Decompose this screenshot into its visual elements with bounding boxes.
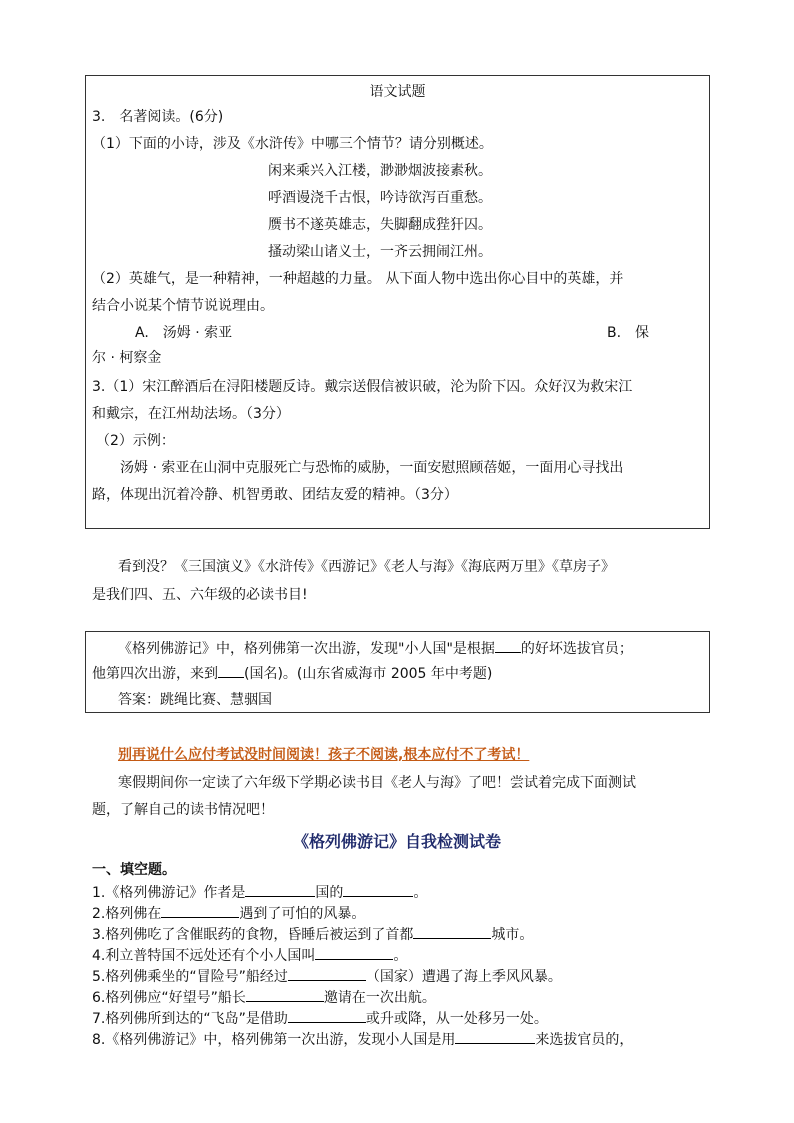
- question-6: [92, 987, 436, 1008]
- question-5-text-b: （国家）遭遇了海上季风风暴。: [365, 969, 562, 985]
- question-2: [92, 903, 365, 924]
- option-a: A. 汤姆 · 索亚: [135, 325, 233, 341]
- option-b-start: B. 保: [607, 325, 650, 341]
- box2-answer: 答案：跳绳比赛、慧骃国: [118, 692, 272, 708]
- box2-line-1: [118, 638, 633, 659]
- question-3-1-prompt: （1）下面的小诗，涉及《水浒传》中哪三个情节？请分别概述。: [92, 136, 493, 152]
- question-8-text-a: 8.《格列佛游记》中，格列佛第一次出游，发现小人国是用: [92, 1032, 456, 1048]
- question-6-text-b: 邀请在一次出航。: [323, 990, 436, 1006]
- box2-line-1-b: 的好坏选拔官员；: [520, 641, 633, 657]
- poem-line-3: 赝书不遂英雄志，失脚翻成狴犴囚。: [268, 217, 492, 233]
- option-b-end: 尔 · 柯察金: [92, 350, 162, 366]
- box2-line-2-b: (国名)。(山东省威海市 2005 年中考题): [244, 666, 493, 682]
- question-7-text-a: 7.格列佛所到达的“飞岛”是借助: [92, 1011, 288, 1027]
- box2-line-1-a: 《格列佛游记》中，格列佛第一次出游，发现"小人国"是根据: [118, 641, 495, 657]
- question-2-text-a: 2.格列佛在: [92, 906, 162, 922]
- slogan: 别再说什么应付考试没时间阅读！孩子不阅读,根本应付不了考试！: [118, 747, 530, 763]
- winter-line-2: 题，了解自己的读书情况吧！: [92, 802, 274, 818]
- question-1-text-c: 。: [413, 885, 428, 901]
- intro-line-2: 是我们四、五、六年级的必读书目!: [92, 587, 308, 603]
- question-3-text-b: 城市。: [491, 927, 534, 943]
- box2-line-2: [92, 663, 492, 684]
- question-2-text-b: 遇到了可怕的风暴。: [239, 906, 366, 922]
- exam-title: 《格列佛游记》自我检测试卷: [292, 832, 501, 851]
- blank-2: [218, 663, 244, 678]
- question-3: [92, 924, 533, 945]
- question-3-title: 3. 名著阅读。(6分): [92, 109, 224, 125]
- poem-line-2: 呼酒谩浇千古恨，吟诗欲泻百重愁。: [268, 190, 492, 206]
- question-4-text-a: 4.利立普特国不远处还有个小人国叫: [92, 948, 316, 964]
- poem-line-4: 搔动梁山诸义士，一齐云拥闹江州。: [268, 244, 492, 260]
- question-8: [92, 1029, 633, 1050]
- question-6-text-a: 6.格列佛应“好望号”船长: [92, 990, 246, 1006]
- question-4-text-b: 。: [393, 948, 408, 964]
- question-1-text-b: 国的: [315, 885, 344, 901]
- blank-q3: [413, 924, 491, 939]
- poem-line-1: 闲来乘兴入江楼，渺渺烟波接素秋。: [268, 163, 492, 179]
- section-1-heading: 一、填空题。: [92, 862, 176, 878]
- box-header: 语文试题: [369, 84, 426, 100]
- answer-2-line-2: 路，体现出沉着冷静、机智勇敢、团结友爱的精神。（3分）: [92, 487, 458, 503]
- answer-2-label: （2）示例：: [96, 433, 175, 449]
- answer-1-line-2: 和戴宗，在江州劫法场。（3分）: [92, 406, 290, 422]
- question-7: [92, 1008, 548, 1029]
- question-1: [92, 882, 427, 903]
- answer-2-line-1: 汤姆 · 索亚在山洞中克服死亡与恐怖的威胁，一面安慰照顾蓓姬，一面用心寻找出: [120, 460, 624, 476]
- question-7-text-b: 或升或降，从一处移另一处。: [365, 1011, 548, 1027]
- intro-line-1: 看到没？《三国演义》《水浒传》《西游记》《老人与海》《海底两万里》《草房子》: [118, 559, 615, 575]
- blank-1: [495, 638, 521, 653]
- blank-q6: [246, 987, 324, 1002]
- question-3-2-line-2: 结合小说某个情节说说理由。: [92, 298, 274, 314]
- blank-q2: [161, 903, 239, 918]
- box2-line-2-a: 他第四次出游，来到: [92, 666, 218, 682]
- blank-q1-author: [343, 882, 413, 897]
- answer-1-line-1: 3.（1）宋江醉酒后在浔阳楼题反诗。戴宗送假信被识破，沦为阶下囚。众好汉为救宋江: [92, 379, 633, 395]
- question-3-text-a: 3.格列佛吃了含催眠药的食物，昏睡后被运到了首都: [92, 927, 414, 943]
- question-1-text-a: 1.《格列佛游记》作者是: [92, 885, 246, 901]
- question-3-2-line-1: （2）英雄气，是一种精神，一种超越的力量。 从下面人物中选出你心目中的英雄，并: [92, 271, 624, 287]
- question-8-text-b: 来选拔官员的，: [535, 1032, 634, 1048]
- blank-q8: [455, 1029, 535, 1044]
- blank-q1-country: [245, 882, 315, 897]
- blank-q4: [315, 945, 393, 960]
- blank-q7: [288, 1008, 366, 1023]
- question-5: [92, 966, 562, 987]
- question-4: [92, 945, 407, 966]
- question-5-text-a: 5.格列佛乘坐的“冒险号”船经过: [92, 969, 288, 985]
- blank-q5: [288, 966, 366, 981]
- winter-line-1: 寒假期间你一定读了六年级下学期必读书目《老人与海》了吧！尝试着完成下面测试: [118, 775, 636, 791]
